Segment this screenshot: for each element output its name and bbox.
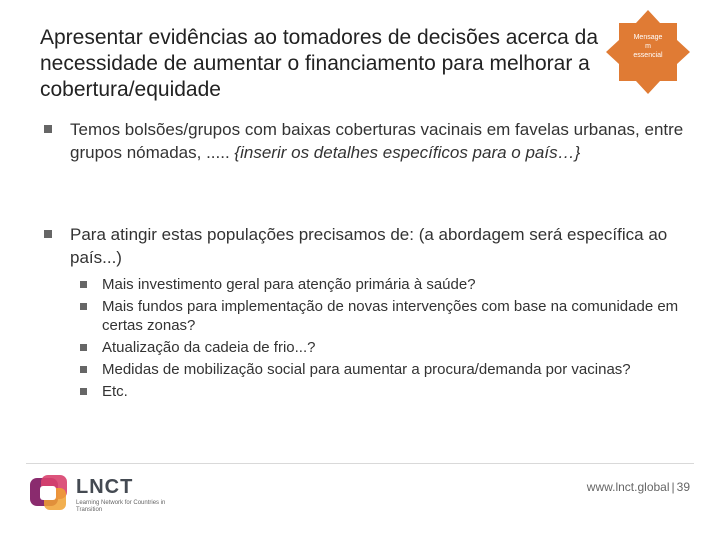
sub-bullet-square-icon — [80, 366, 87, 373]
sub-bullet-square-icon — [80, 344, 87, 351]
bullet-1-italic-note: {inserir os detalhes específicos para o país…} — [234, 143, 581, 162]
footer-separator: | — [671, 480, 675, 494]
slide-title: Apresentar evidências ao tomadores de decisões acerca da necessidade de aumentar o financiamento para melhorar a cobertura/equidade — [40, 26, 598, 101]
sub-bullet — [44, 360, 684, 379]
key-message-badge — [606, 10, 690, 94]
bullet-square-icon — [44, 230, 52, 238]
bullet-1-main: Temos bolsões/grupos com baixas coberturas vacinais em favelas urbanas, entre grupos nómadas, ..... — [70, 120, 684, 162]
lnct-logo-icon — [28, 472, 72, 516]
sub-bullet-text: Mais investimento geral para atenção primária à saúde? — [102, 276, 476, 293]
sub-bullet-text: Etc. — [102, 383, 128, 400]
sub-bullet-square-icon — [80, 281, 87, 288]
sub-bullet — [44, 297, 684, 335]
sub-bullet-square-icon — [80, 303, 87, 310]
sub-bullet — [44, 275, 684, 294]
bullet-1-text — [44, 118, 684, 164]
logo-name: LNCT — [76, 476, 134, 498]
badge-line-1: Mensage — [633, 34, 663, 41]
bullet-2 — [44, 223, 684, 401]
badge-label — [606, 33, 690, 60]
sub-bullet-square-icon — [80, 388, 87, 395]
sub-bullet — [44, 382, 684, 401]
bullet-1 — [44, 118, 684, 164]
page-number: 39 — [676, 480, 690, 494]
bullet-2-text — [44, 223, 684, 269]
footer-url-link[interactable]: www.lnct.global — [586, 480, 670, 494]
sub-bullet-text: Mais fundos para implementação de novas intervenções com base na comunidade em certas zonas? — [102, 298, 679, 334]
bullet-2-sublist — [44, 275, 684, 401]
badge-line-3: essencial — [633, 52, 663, 59]
bullet-square-icon — [44, 125, 52, 133]
bullet-2-main: Para atingir estas populações precisamos de: (a abordagem será específica ao país...) — [70, 225, 668, 267]
sub-bullet-text: Atualização da cadeia de frio...? — [102, 339, 316, 356]
lnct-logo — [28, 470, 198, 520]
sub-bullet — [44, 338, 684, 357]
footer-divider — [26, 463, 694, 464]
sub-bullet-text: Medidas de mobilização social para aumentar a procura/demanda por vacinas? — [102, 361, 631, 378]
footer-info — [587, 480, 690, 494]
logo-tagline: Learning Network for Countries in Transition — [76, 500, 166, 513]
badge-line-2: m — [645, 43, 651, 50]
